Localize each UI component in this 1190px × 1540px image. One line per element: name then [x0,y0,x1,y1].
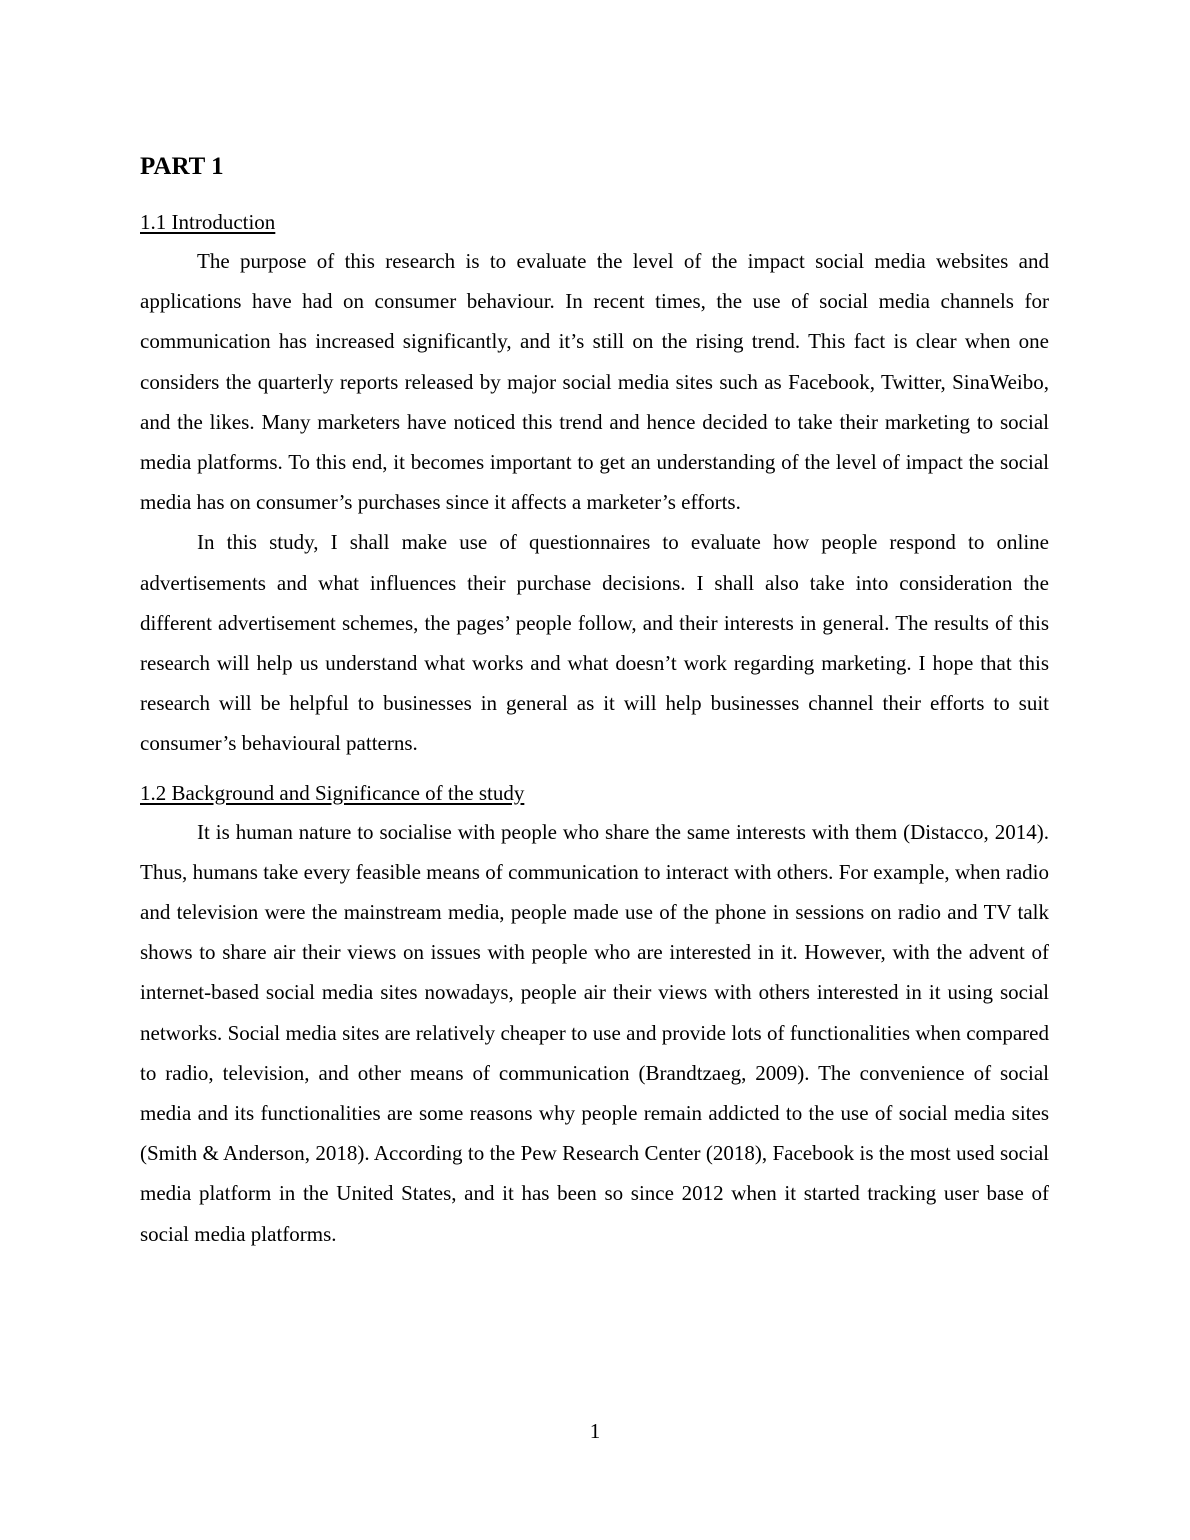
section-heading-introduction-text: 1.1 Introduction [140,210,276,234]
section-heading-introduction [140,207,1049,237]
background-paragraph-1: It is human nature to socialise with people who share the same interests with them (Distacco, 2014). Thus, humans take every feasible means of communication to interact with others. For example, when radio and television were the mainstream media, people made use of the phone in sessions on radio and TV talk shows to share air their views on issues with people who are interested in it. However, with the advent of internet-based social media sites nowadays, people air their views with others interested in it using social networks. Social media sites are relatively cheaper to use and provide lots of functionalities when compared to radio, television, and other means of communication (Brandtzaeg, 2009). The convenience of social media and its functionalities are some reasons why people remain addicted to the use of social media sites (Smith & Anderson, 2018). According to the Pew Research Center (2018), Facebook is the most used social media platform in the United States, and it has been so since 2012 when it started tracking user base of social media platforms. [140,819,1049,1246]
introduction-paragraph-2: In this study, I shall make use of questionnaires to evaluate how people respond to online advertisements and what influences their purchase decisions. I shall also take into consideration the different advertisement schemes, the pages’ people follow, and their interests in general. The results of this research will help us understand what works and what doesn’t work regarding marketing. I hope that this research will be helpful to businesses in general as it will help businesses channel their efforts to suit consumer’s behavioural patterns. [140,530,1049,756]
page-content [140,148,1049,1254]
section-heading-background-text: 1.2 Background and Significance of the study [140,780,525,805]
part-title: PART 1 [140,153,224,180]
introduction-paragraph-1: The purpose of this research is to evaluate the level of the impact social media websites and applications have had on consumer behaviour. In recent times, the use of social media channels for communication has increased significantly, and it’s still on the rising trend. This fact is clear when one considers the quarterly reports released by major social media sites such as Facebook, Twitter, SinaWeibo, and the likes. Many marketers have noticed this trend and hence decided to take their marketing to social media platforms. To this end, it becomes important to get an understanding of the level of impact the social media has on consumer’s purchases since it affects a marketer’s efforts. [140,249,1049,515]
page-number: 1 [589,1419,601,1443]
section-heading-background [140,778,1049,808]
